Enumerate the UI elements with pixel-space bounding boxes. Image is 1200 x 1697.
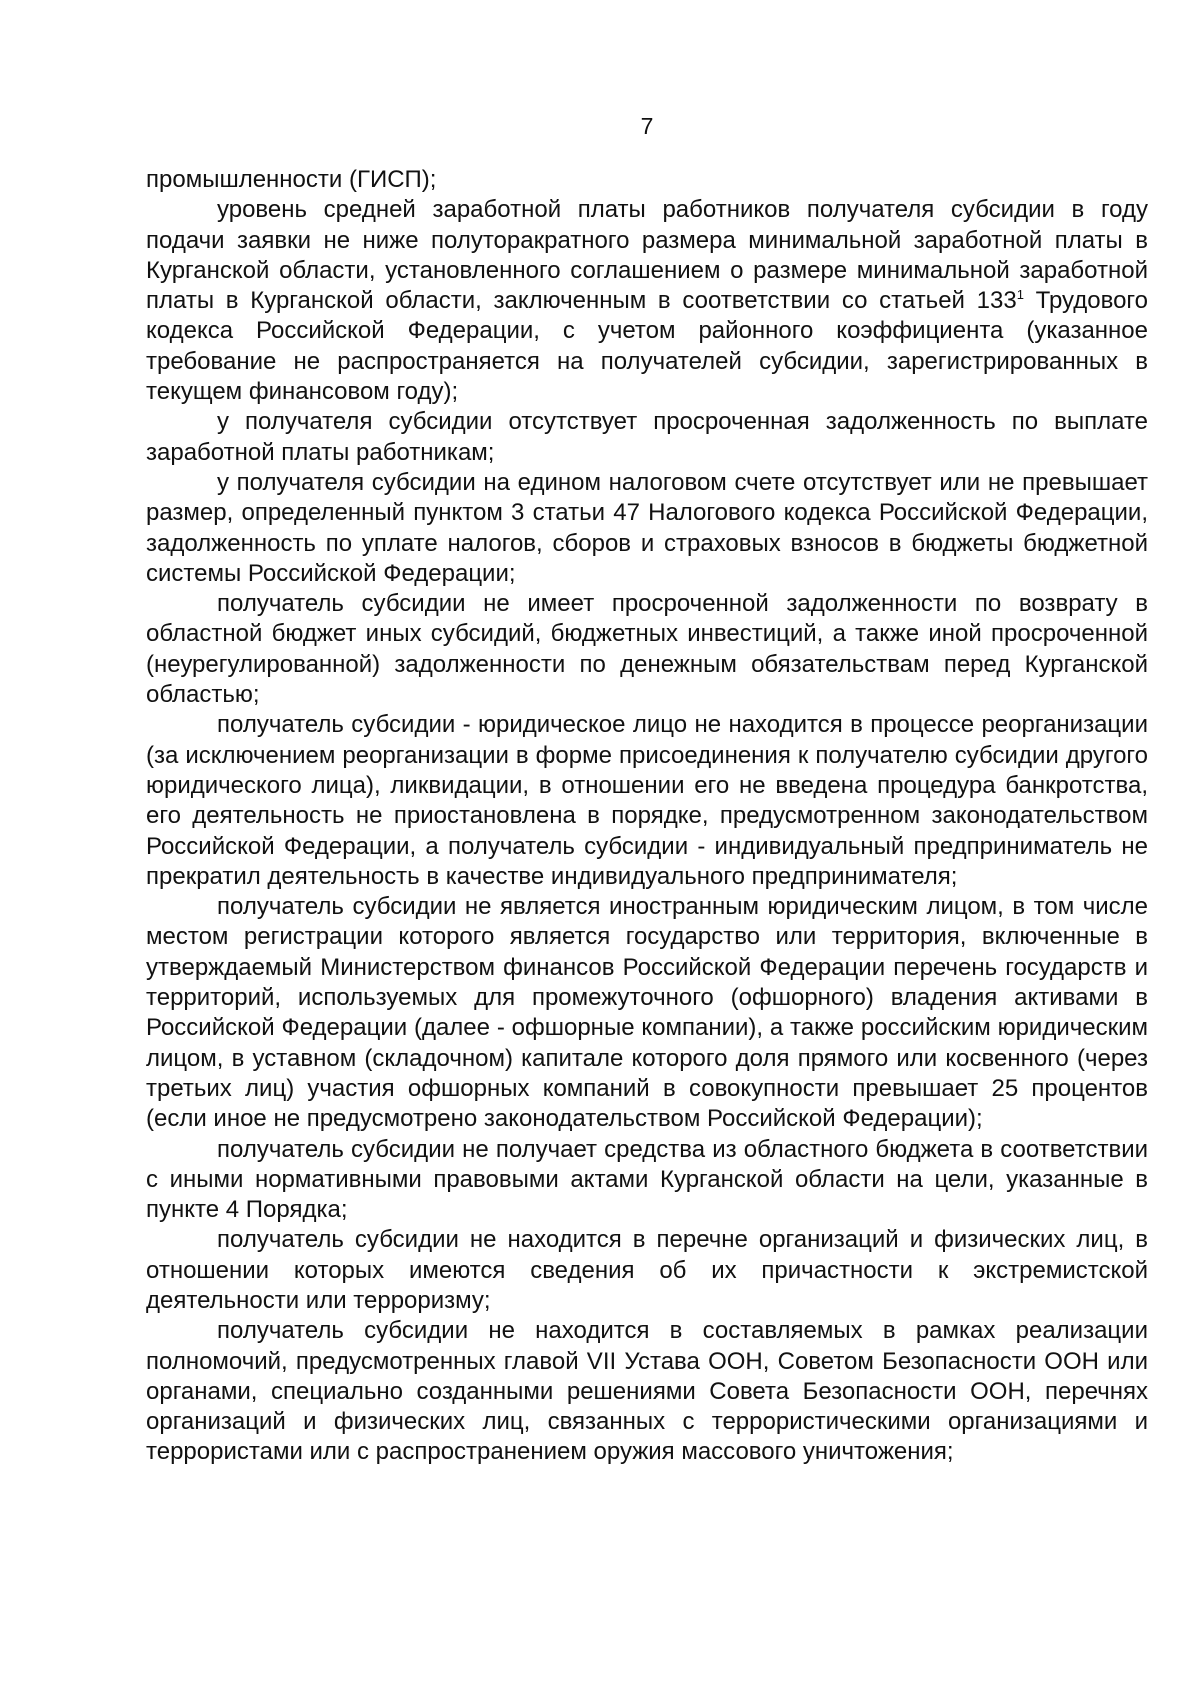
paragraph-un-sanctions: получатель субсидии не находится в составляемых в рамках реализации полномочий, предусмотренных главой VII Устава ООН, Советом Безопасности ООН или органами, специально созданными решениями Совета Безопасности ООН, перечнях организаций и физических лиц, связанных с террористическими организациями и террористами или с распространением оружия массового уничтожения;: [146, 1317, 1148, 1466]
paragraph-continuation: промышленности (ГИСП);: [146, 166, 437, 193]
paragraph-text: уровень средней заработной платы работников получателя субсидии в году подачи заявки не ниже полуторакратного размера минимальной заработной платы в Курганской области, установленного соглашением о размере минимальной заработной платы в Курганской области, заключенным в соответствии со статьей 133: [146, 196, 1148, 315]
paragraph-wage-arrears: у получателя субсидии отсутствует просроченная задолженность по выплате заработной платы работникам;: [146, 408, 1148, 466]
paragraph-salary-level: [146, 195, 1148, 407]
article-superscript: 1: [1016, 287, 1024, 303]
paragraph-budget-debt: получатель субсидии не имеет просроченной задолженности по возврату в областной бюджет иных субсидий, бюджетных инвестиций, а также иной просроченной (неурегулированной) задолженности по денежным обязательствам перед Курганской областью;: [146, 590, 1148, 709]
paragraph-offshore: получатель субсидии не является иностранным юридическим лицом, в том числе местом регистрации которого является государство или территория, включенные в утверждаемый Министерством финансов Российской Федерации перечень государств и территорий, используемых для промежуточного (офшорного) владения активами в Российской Федерации (далее - офшорные компании), а также российским юридическим лицом, в уставном (складочном) капитале которого доля прямого или косвенного (через третьих лиц) участия офшорных компаний в совокупности превышает 25 процентов (если иное не предусмотрено законодательством Российской Федерации);: [146, 893, 1148, 1133]
paragraph-text: Трудового кодекса Российской Федерации, с учетом районного коэффициента (указанное требование не распространяется на получателей субсидии, зарегистрированных в текущем финансовом году);: [146, 287, 1148, 406]
paragraph-tax-debt: у получателя субсидии на едином налоговом счете отсутствует или не превышает размер, определенный пунктом 3 статьи 47 Налогового кодекса Российской Федерации, задолженность по уплате налогов, сборов и страховых взносов в бюджеты бюджетной системы Российской Федерации;: [146, 468, 1148, 587]
document-body: [146, 165, 1148, 1468]
page-number: 7: [640, 113, 654, 139]
paragraph-extremism-list: получатель субсидии не находится в перечне организаций и физических лиц, в отношении которых имеются сведения об их причастности к экстремистской деятельности или терроризму;: [146, 1226, 1148, 1314]
paragraph-other-funds: получатель субсидии не получает средства из областного бюджета в соответствии с иными нормативными правовыми актами Курганской области на цели, указанные в пункте 4 Порядка;: [146, 1135, 1148, 1224]
paragraph-reorganization: получатель субсидии - юридическое лицо не находится в процессе реорганизации (за исключением реорганизации в форме присоединения к получателю субсидии другого юридического лица), ликвидации, в отношении его не введена процедура банкротства, его деятельность не приостановлена в порядке, предусмотренном законодательством Российской Федерации, а получатель субсидии - индивидуальный предприниматель не прекратил деятельность в качестве индивидуального предпринимателя;: [146, 711, 1148, 890]
